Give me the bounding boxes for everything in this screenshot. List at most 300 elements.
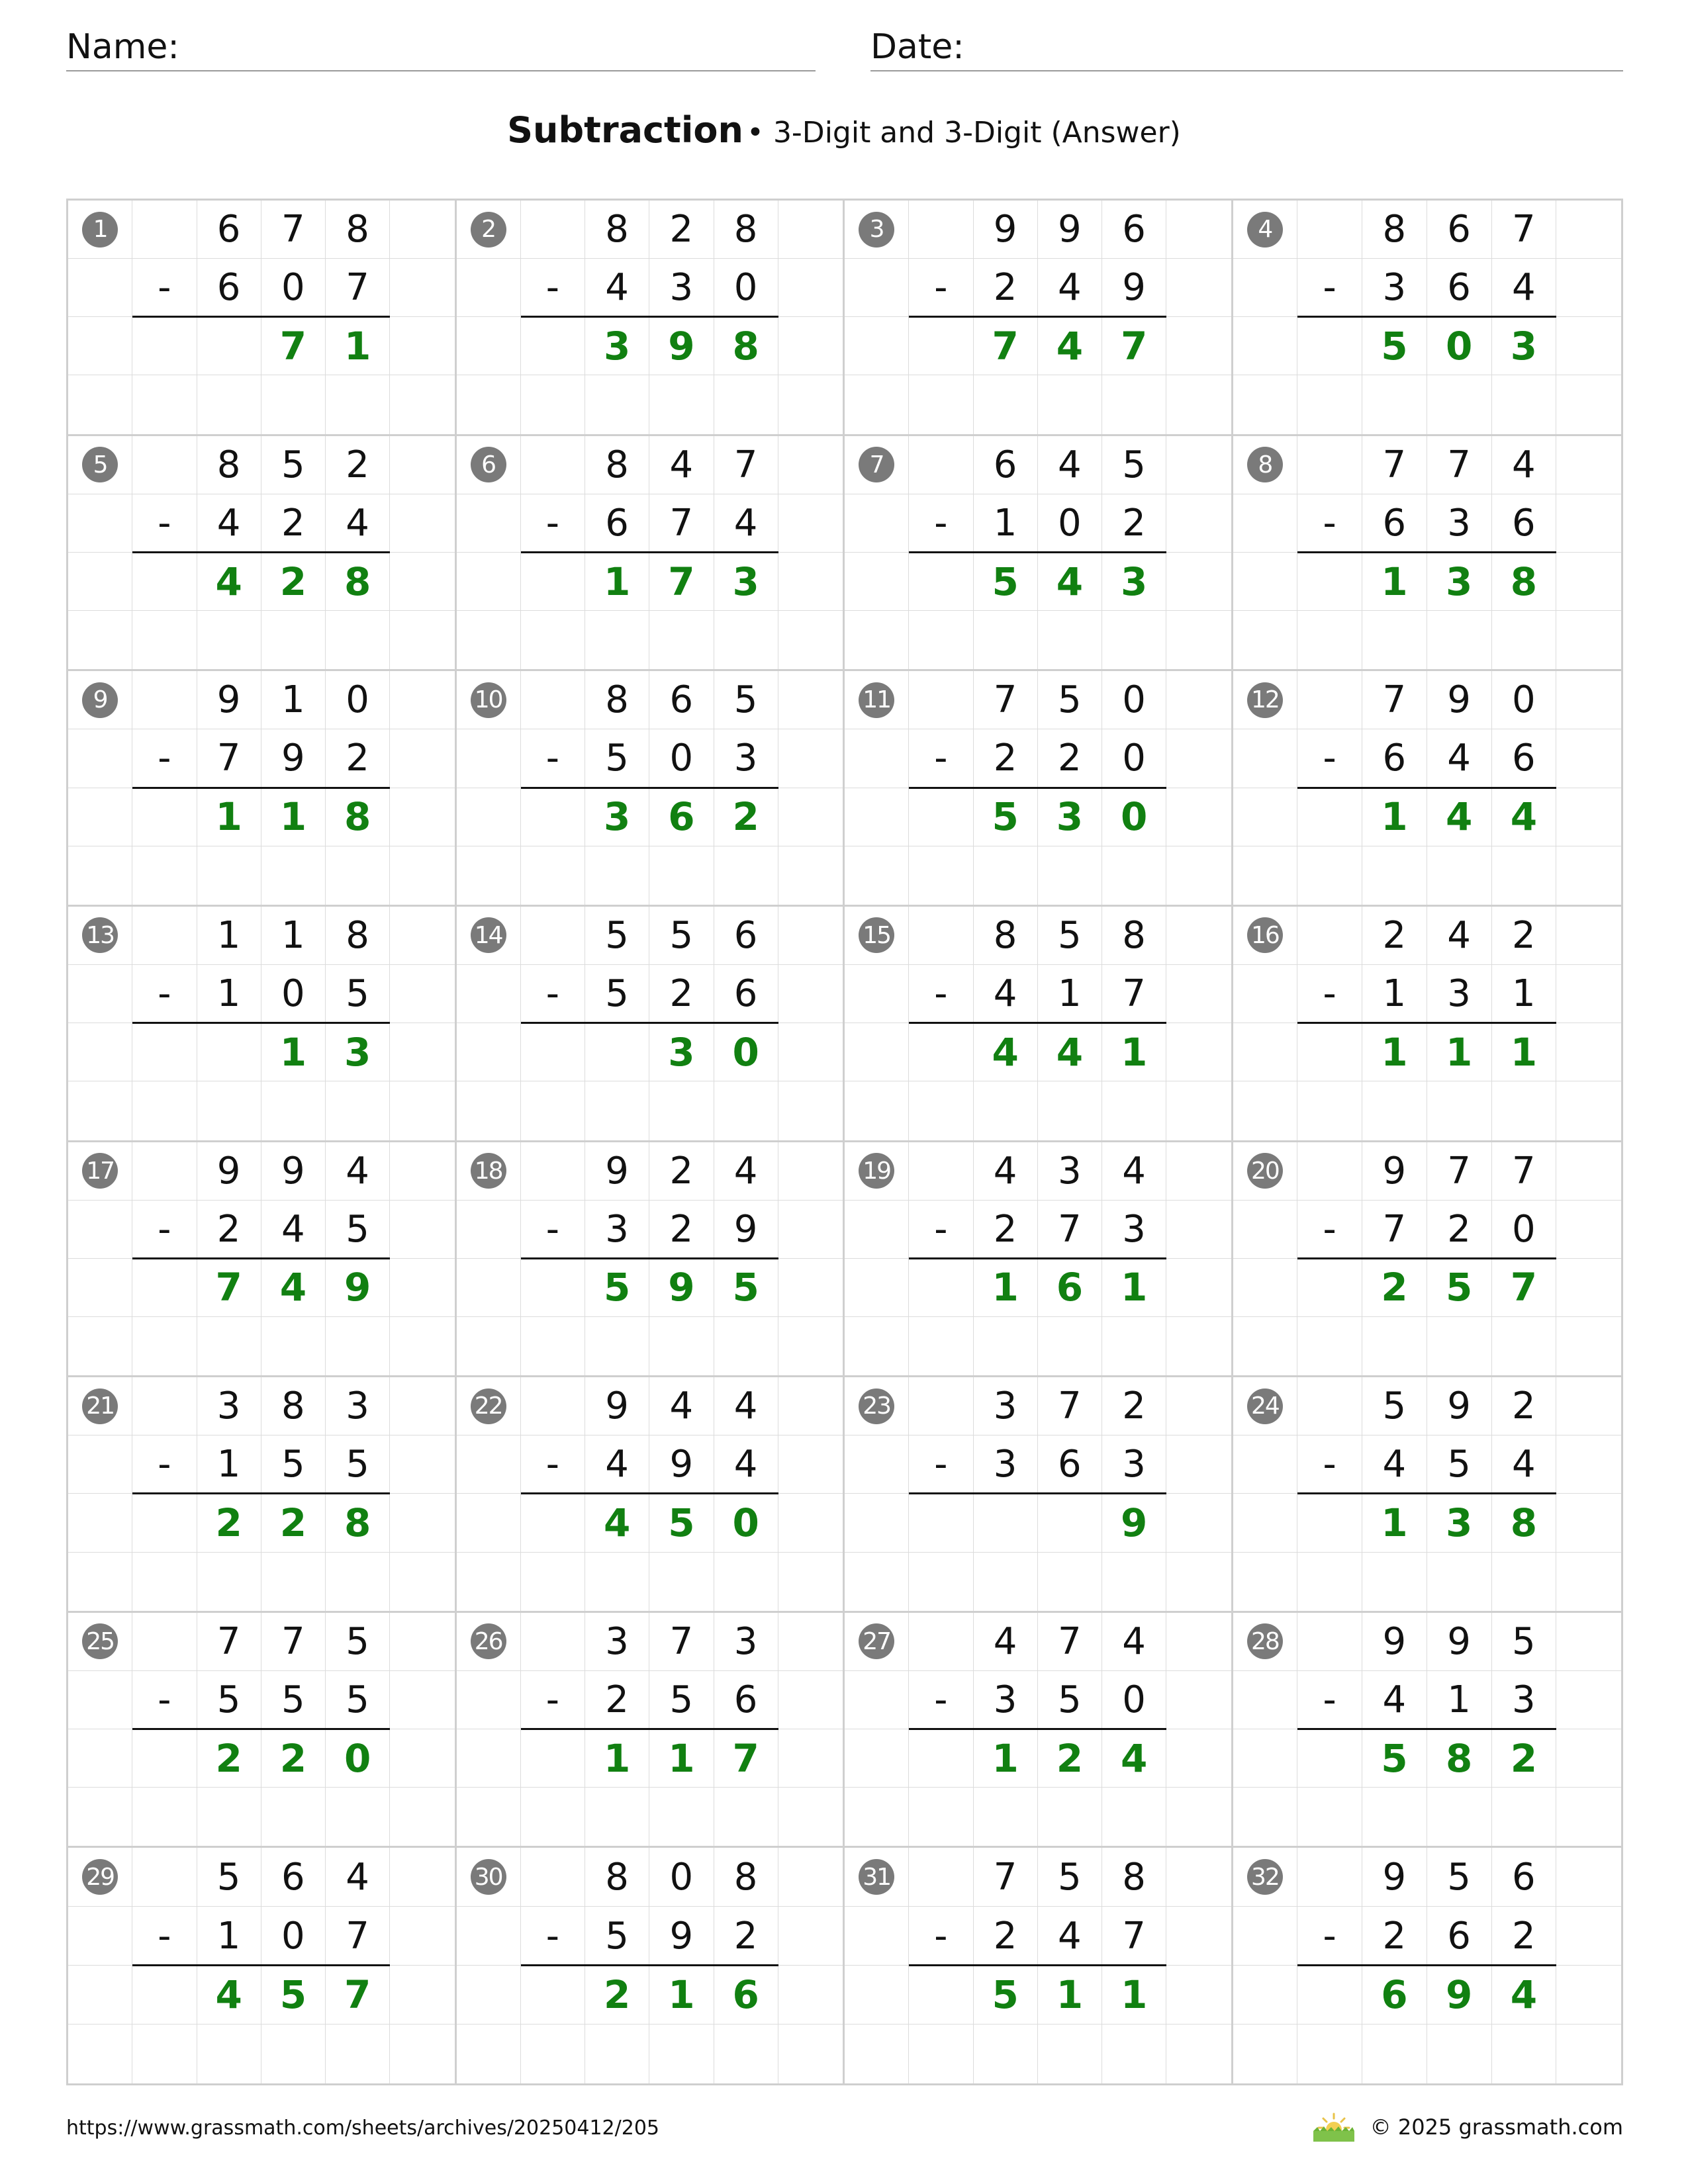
grid-cell [1556, 1317, 1621, 1375]
minuend-digit: 2 [1102, 1377, 1166, 1435]
grid-cell [132, 788, 197, 846]
problem-number-badge: 24 [1247, 1388, 1283, 1424]
subtrahend-digit: 7 [1102, 965, 1166, 1023]
grid-cell [778, 965, 843, 1023]
answer-digit: 4 [197, 1966, 261, 2025]
grid-cell [457, 846, 521, 905]
problem-number-badge: 12 [1247, 682, 1283, 718]
grid-cell [457, 259, 521, 317]
minuend-digit: 6 [1102, 201, 1166, 259]
subtrahend-digit: 5 [261, 1435, 326, 1494]
grid-cell [778, 1848, 843, 1907]
answer-digit: 1 [1427, 1023, 1492, 1081]
grid-cell [390, 1671, 454, 1729]
grid-cell [845, 846, 909, 905]
subtrahend-digit: 9 [649, 1435, 714, 1494]
grid-cell [909, 2025, 973, 2083]
grid-cell [261, 1317, 326, 1375]
grid-cell [68, 846, 132, 905]
answer-line [909, 1257, 1166, 1259]
answer-digit: 4 [1492, 1966, 1557, 2025]
answer-digit: 1 [974, 1259, 1038, 1317]
date-field[interactable] [870, 24, 1623, 71]
minuend-digit: 3 [1038, 1142, 1102, 1201]
minuend-digit: 9 [1038, 201, 1102, 259]
minuend-digit: 7 [974, 671, 1038, 729]
grid-cell [1297, 788, 1362, 846]
problem-number-badge: 20 [1247, 1153, 1283, 1189]
minuend-digit: 0 [326, 671, 390, 729]
grid-cell [778, 1081, 843, 1140]
answer-digit: 7 [714, 1729, 778, 1788]
footer-url: https://www.grassmath.com/sheets/archives/20250412/205 [66, 2116, 660, 2140]
problem-number-badge: 18 [471, 1153, 506, 1189]
grid-cell [1233, 259, 1298, 317]
grid-cell [1492, 375, 1557, 433]
grid-cell [1233, 729, 1298, 788]
grid-cell [1492, 846, 1557, 905]
grid-cell [1233, 553, 1298, 611]
problem-number-cell [68, 1142, 132, 1201]
grid-cell [521, 1848, 585, 1907]
grid-cell [132, 1788, 197, 1846]
grid-cell [1556, 1966, 1621, 2025]
answer-line [1297, 551, 1556, 553]
subtrahend-digit: 5 [326, 1671, 390, 1729]
grid-cell [1233, 1435, 1298, 1494]
grid-cell [845, 1023, 909, 1081]
problem-number-cell [845, 1142, 909, 1201]
minuend-digit: 1 [261, 671, 326, 729]
grid-cell [1427, 611, 1492, 669]
grid-cell [778, 1613, 843, 1671]
grid-cell [1297, 1142, 1362, 1201]
problem-number-cell [845, 201, 909, 259]
grid-cell [390, 1966, 454, 2025]
subtrahend-digit: 7 [326, 1907, 390, 1966]
grid-cell [390, 494, 454, 553]
grid-cell [1297, 375, 1362, 433]
subtrahend-digit: 9 [714, 1201, 778, 1259]
grid-cell [845, 259, 909, 317]
answer-digit: 6 [714, 1966, 778, 2025]
grid-cell [1362, 1081, 1427, 1140]
grid-cell [1166, 1435, 1231, 1494]
problem-16 [1233, 907, 1622, 1142]
minuend-digit: 2 [1492, 907, 1557, 965]
answer-digit: 1 [1102, 1023, 1166, 1081]
subtrahend-digit: 4 [1362, 1671, 1427, 1729]
problem-29 [68, 1848, 457, 2083]
subtrahend-digit: 2 [326, 729, 390, 788]
grid-cell [457, 1023, 521, 1081]
answer-digit: 3 [1102, 553, 1166, 611]
grid-cell [585, 1081, 649, 1140]
problem-number-cell [1233, 436, 1298, 494]
grid-cell [1166, 788, 1231, 846]
grid-cell [521, 1377, 585, 1435]
grid-cell [1556, 1613, 1621, 1671]
title-subtitle: • 3-Digit and 3-Digit (Answer) [747, 116, 1181, 150]
minuend-digit: 8 [326, 201, 390, 259]
grid-cell [132, 553, 197, 611]
minus-sign: - [132, 965, 197, 1023]
grid-cell [1556, 1142, 1621, 1201]
subtrahend-digit: 0 [1102, 1671, 1166, 1729]
minus-sign: - [132, 259, 197, 317]
minuend-digit: 2 [1492, 1377, 1557, 1435]
grid-cell [1556, 2025, 1621, 2083]
minuend-digit: 9 [585, 1142, 649, 1201]
grid-cell [909, 1023, 973, 1081]
grid-cell [132, 846, 197, 905]
grid-cell [1233, 317, 1298, 375]
minus-sign: - [909, 1907, 973, 1966]
grid-cell [1166, 436, 1231, 494]
subtrahend-digit: 2 [1102, 494, 1166, 553]
grid-cell [974, 846, 1038, 905]
grid-cell [1297, 1613, 1362, 1671]
minus-sign: - [1297, 965, 1362, 1023]
answer-line [1297, 1492, 1556, 1494]
grid-cell [197, 375, 261, 433]
problem-32 [1233, 1848, 1622, 2083]
answer-digit: 7 [1102, 317, 1166, 375]
grid-cell [326, 1317, 390, 1375]
grid-cell [845, 1729, 909, 1788]
subtrahend-digit: 7 [197, 729, 261, 788]
problem-number-badge: 10 [471, 682, 506, 718]
grid-cell [390, 1317, 454, 1375]
answer-digit: 2 [1038, 1729, 1102, 1788]
grid-cell [1556, 788, 1621, 846]
grid-cell [1233, 1201, 1298, 1259]
grid-cell [521, 201, 585, 259]
problem-11 [845, 671, 1233, 907]
grid-cell [1556, 1201, 1621, 1259]
grid-cell [390, 1729, 454, 1788]
minuend-digit: 4 [649, 1377, 714, 1435]
grid-cell [585, 846, 649, 905]
grid-cell [1556, 1081, 1621, 1140]
minus-sign: - [521, 1201, 585, 1259]
grid-cell [1492, 1317, 1557, 1375]
grid-cell [1556, 259, 1621, 317]
problem-number-cell [1233, 1142, 1298, 1201]
problem-number-badge: 21 [82, 1388, 118, 1424]
grid-cell [326, 1553, 390, 1611]
grid-cell [778, 1907, 843, 1966]
problem-number-badge: 23 [859, 1388, 894, 1424]
grid-cell [1038, 2025, 1102, 2083]
problem-number-cell [68, 907, 132, 965]
grid-cell [778, 494, 843, 553]
answer-digit: 1 [585, 553, 649, 611]
grid-cell [390, 1613, 454, 1671]
grid-cell [521, 1729, 585, 1788]
grid-cell [1492, 1081, 1557, 1140]
minuend-digit: 5 [714, 671, 778, 729]
answer-digit: 0 [714, 1023, 778, 1081]
grid-cell [778, 1788, 843, 1846]
date-label: Date: [870, 27, 964, 67]
grid-cell [845, 965, 909, 1023]
minuend-digit: 2 [326, 436, 390, 494]
subtrahend-digit: 6 [714, 1671, 778, 1729]
grid-cell [132, 436, 197, 494]
grid-cell [1297, 1553, 1362, 1611]
grid-cell [132, 611, 197, 669]
grid-cell [909, 1377, 973, 1435]
problem-number-cell [1233, 907, 1298, 965]
grid-cell [714, 846, 778, 905]
subtrahend-digit: 7 [1362, 1201, 1427, 1259]
problem-number-cell [1233, 201, 1298, 259]
grid-cell [1233, 1259, 1298, 1317]
grid-cell [845, 317, 909, 375]
grid-cell [909, 1081, 973, 1140]
grid-cell [778, 1553, 843, 1611]
answer-digit: 9 [1427, 1966, 1492, 2025]
grid-cell [1166, 611, 1231, 669]
grid-cell [521, 1788, 585, 1846]
problem-1 [68, 201, 457, 436]
minuend-digit: 4 [1102, 1613, 1166, 1671]
problem-21 [68, 1377, 457, 1613]
grid-cell [649, 1788, 714, 1846]
problem-13 [68, 907, 457, 1142]
minuend-digit: 5 [326, 1613, 390, 1671]
grid-cell [1362, 1788, 1427, 1846]
subtrahend-digit: 3 [1492, 1671, 1557, 1729]
minuend-digit: 4 [326, 1142, 390, 1201]
subtrahend-digit: 3 [1102, 1201, 1166, 1259]
problem-number-cell [845, 907, 909, 965]
answer-digit: 2 [1492, 1729, 1557, 1788]
grid-cell [1297, 1259, 1362, 1317]
grid-cell [1297, 846, 1362, 905]
answer-digit: 5 [261, 1966, 326, 2025]
minuend-digit: 9 [1362, 1613, 1427, 1671]
grid-cell [1362, 375, 1427, 433]
minus-sign: - [909, 729, 973, 788]
name-field[interactable] [66, 24, 816, 71]
subtrahend-digit: 3 [649, 259, 714, 317]
grid-cell [132, 1081, 197, 1140]
grid-cell [845, 729, 909, 788]
grid-cell [390, 375, 454, 433]
answer-digit: 7 [1492, 1259, 1557, 1317]
grid-cell [1556, 1788, 1621, 1846]
minuend-digit: 6 [197, 201, 261, 259]
answer-digit: 0 [1102, 788, 1166, 846]
answer-digit: 5 [1362, 1729, 1427, 1788]
grid-cell [68, 729, 132, 788]
problem-number-cell [457, 907, 521, 965]
grid-cell [649, 1081, 714, 1140]
grid-cell [457, 1788, 521, 1846]
answer-digit: 8 [714, 317, 778, 375]
minuend-digit: 7 [1427, 436, 1492, 494]
grid-cell [390, 2025, 454, 2083]
grid-cell [68, 1435, 132, 1494]
grid-cell [326, 2025, 390, 2083]
answer-digit: 4 [1427, 788, 1492, 846]
grid-cell [1297, 317, 1362, 375]
answer-line [909, 1728, 1166, 1730]
grid-cell [1556, 729, 1621, 788]
grid-cell [778, 259, 843, 317]
minus-sign: - [909, 1201, 973, 1259]
grid-cell [1233, 1907, 1298, 1966]
grid-cell [1166, 671, 1231, 729]
minuend-digit: 5 [1492, 1613, 1557, 1671]
minus-sign: - [1297, 1201, 1362, 1259]
problem-number-badge: 4 [1247, 212, 1283, 248]
answer-digit: 1 [1102, 1259, 1166, 1317]
subtrahend-digit: 1 [197, 965, 261, 1023]
grid-cell [1556, 846, 1621, 905]
grid-cell [326, 1788, 390, 1846]
grid-cell [714, 1081, 778, 1140]
subtrahend-digit: 0 [1102, 729, 1166, 788]
problem-number-cell [68, 1377, 132, 1435]
grid-cell [1233, 375, 1298, 433]
subtrahend-digit: 0 [1038, 494, 1102, 553]
answer-line [521, 316, 778, 318]
grid-cell [261, 611, 326, 669]
grid-cell [457, 729, 521, 788]
grid-cell [457, 1553, 521, 1611]
grid-cell [132, 907, 197, 965]
answer-line [1297, 1728, 1556, 1730]
problem-number-cell [68, 671, 132, 729]
minuend-digit: 8 [326, 907, 390, 965]
subtrahend-digit: 0 [1492, 1201, 1557, 1259]
subtrahend-digit: 3 [1427, 965, 1492, 1023]
grid-cell [1297, 671, 1362, 729]
answer-digit: 1 [1362, 788, 1427, 846]
answer-line [1297, 1022, 1556, 1024]
grid-cell [197, 1081, 261, 1140]
subtrahend-digit: 2 [974, 1907, 1038, 1966]
minuend-digit: 3 [585, 1613, 649, 1671]
grid-cell [1233, 1671, 1298, 1729]
grid-cell [1102, 1788, 1166, 1846]
grid-cell [714, 1553, 778, 1611]
grid-cell [778, 1317, 843, 1375]
answer-digit [974, 1494, 1038, 1552]
answer-digit: 7 [326, 1966, 390, 2025]
problem-number-cell [845, 436, 909, 494]
problem-number-badge: 1 [82, 212, 118, 248]
problem-9 [68, 671, 457, 907]
grid-cell [1556, 671, 1621, 729]
minuend-digit: 5 [585, 907, 649, 965]
subtrahend-digit: 6 [1362, 494, 1427, 553]
grid-cell [326, 1081, 390, 1140]
grid-cell [585, 611, 649, 669]
minuend-digit: 5 [1038, 907, 1102, 965]
answer-line [909, 1964, 1166, 1966]
minus-sign: - [132, 494, 197, 553]
answer-digit: 1 [261, 1023, 326, 1081]
grid-cell [521, 846, 585, 905]
answer-digit: 6 [649, 788, 714, 846]
problem-28 [1233, 1613, 1622, 1848]
answer-line [1297, 316, 1556, 318]
problem-number-badge: 16 [1247, 917, 1283, 953]
grid-cell [68, 259, 132, 317]
grid-cell [1233, 1788, 1298, 1846]
grid-cell [1166, 1142, 1231, 1201]
minus-sign: - [909, 1671, 973, 1729]
answer-digit: 1 [1492, 1023, 1557, 1081]
subtrahend-digit: 1 [1038, 965, 1102, 1023]
grid-cell [261, 375, 326, 433]
grid-cell [390, 259, 454, 317]
problem-7 [845, 436, 1233, 672]
grid-cell [390, 788, 454, 846]
grid-cell [1556, 553, 1621, 611]
grid-cell [1492, 1553, 1557, 1611]
minuend-digit: 6 [1492, 1848, 1557, 1907]
grid-cell [68, 494, 132, 553]
problem-number-badge: 19 [859, 1153, 894, 1189]
grid-cell [457, 494, 521, 553]
grid-cell [649, 2025, 714, 2083]
grid-cell [68, 1729, 132, 1788]
problem-number-badge: 14 [471, 917, 506, 953]
grid-cell [521, 2025, 585, 2083]
problem-number-badge: 15 [859, 917, 894, 953]
grid-cell [778, 2025, 843, 2083]
grid-cell [390, 729, 454, 788]
grid-cell [778, 1023, 843, 1081]
grid-cell [68, 1966, 132, 2025]
minuend-digit: 8 [585, 671, 649, 729]
answer-digit: 8 [1492, 1494, 1557, 1552]
grid-cell [1297, 611, 1362, 669]
grid-cell [68, 1907, 132, 1966]
subtrahend-digit: 4 [261, 1201, 326, 1259]
minuend-digit: 8 [197, 436, 261, 494]
minuend-digit: 4 [974, 1142, 1038, 1201]
grid-cell [1166, 729, 1231, 788]
minus-sign: - [132, 1907, 197, 1966]
answer-line [132, 1492, 390, 1494]
grid-cell [1166, 1259, 1231, 1317]
grid-cell [1362, 2025, 1427, 2083]
problem-number-badge: 5 [82, 447, 118, 482]
answer-digit [197, 317, 261, 375]
grid-cell [909, 1259, 973, 1317]
grid-cell [1166, 1201, 1231, 1259]
grid-cell [132, 1966, 197, 2025]
subtrahend-digit: 9 [1102, 259, 1166, 317]
subtrahend-digit: 1 [197, 1435, 261, 1494]
grid-cell [390, 1494, 454, 1552]
problem-number-badge: 27 [859, 1623, 894, 1659]
grid-cell [1556, 1729, 1621, 1788]
problem-24 [1233, 1377, 1622, 1613]
grid-cell [261, 1553, 326, 1611]
minuend-digit: 8 [585, 201, 649, 259]
grid-cell [845, 788, 909, 846]
grid-cell [1233, 1494, 1298, 1552]
grid-cell [390, 1142, 454, 1201]
problem-number-cell [68, 436, 132, 494]
